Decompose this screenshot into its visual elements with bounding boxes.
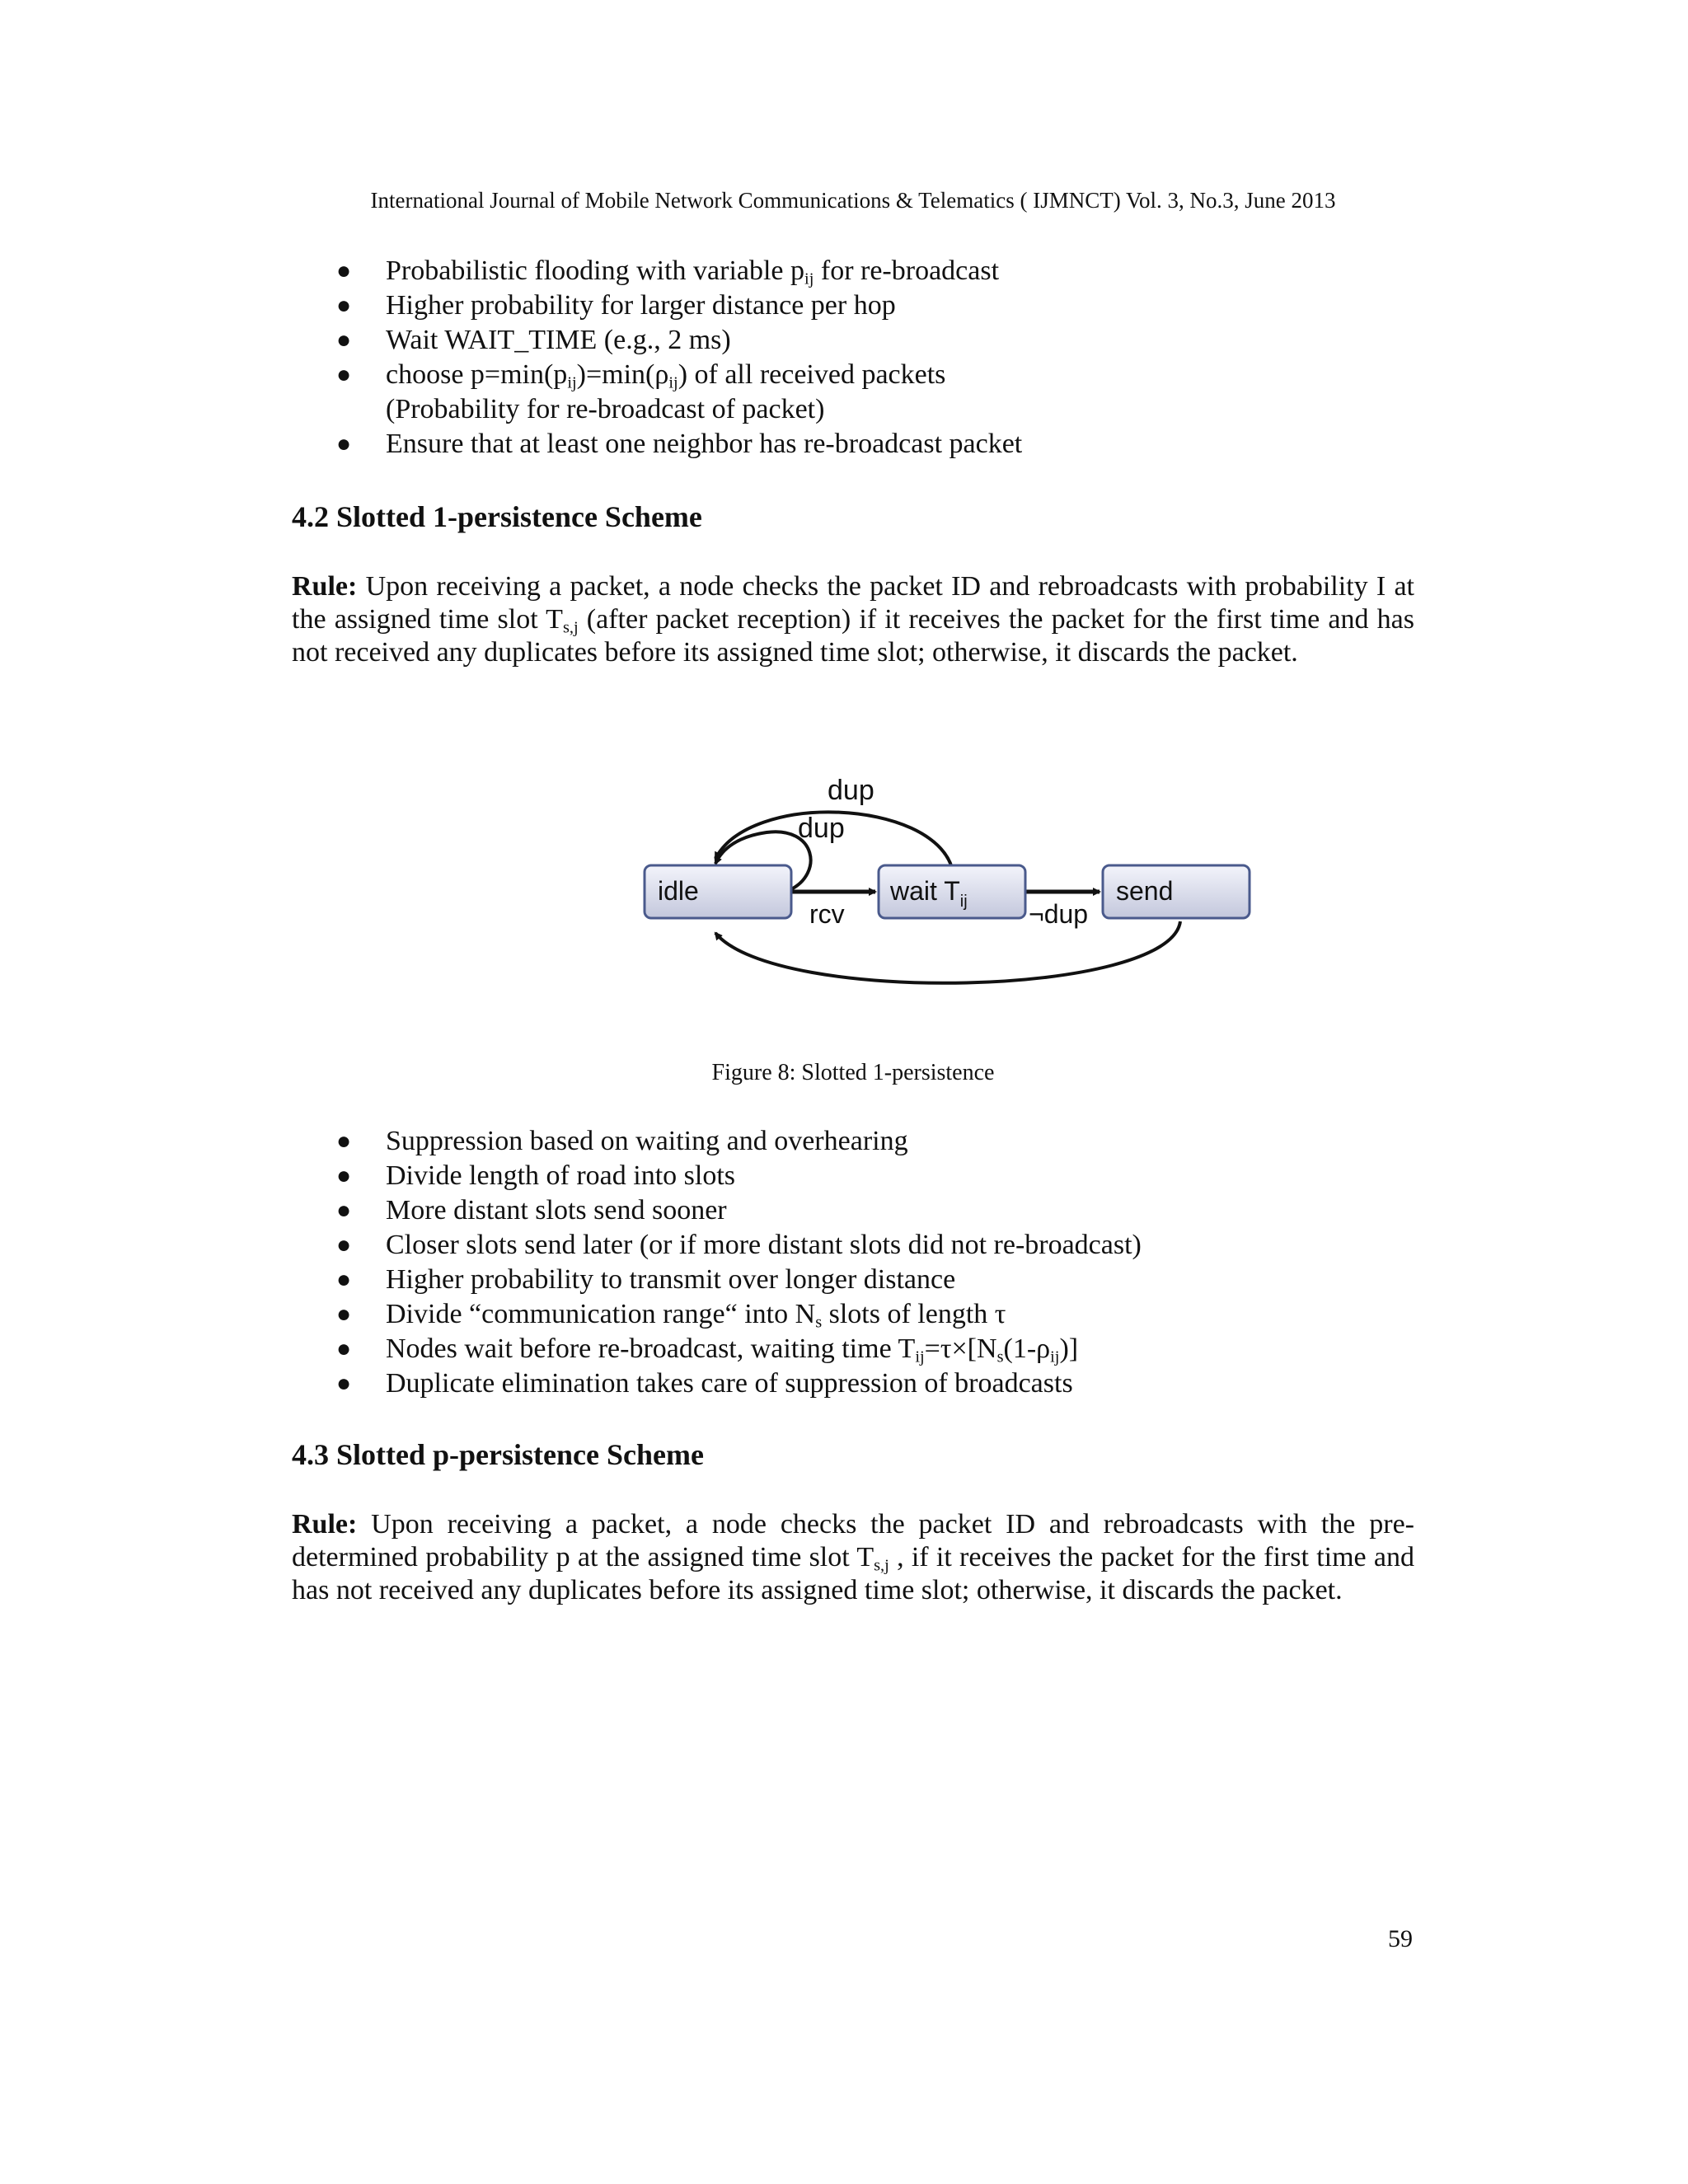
list-item: ● Divide length of road into slots bbox=[0, 1159, 1688, 1193]
state-send bbox=[1103, 865, 1250, 918]
state-idle-label: idle bbox=[658, 876, 699, 906]
page-number: 59 bbox=[1388, 1925, 1413, 1952]
figure-caption: Figure 8: Slotted 1-persistence bbox=[711, 1060, 995, 1085]
bullet-icon: ● bbox=[336, 361, 352, 388]
bullet-icon: ● bbox=[336, 1335, 352, 1362]
bullet-icon: ● bbox=[336, 292, 352, 319]
bullet-icon: ● bbox=[336, 257, 352, 284]
list-item: ● Divide “communication range“ into $N_s$ slots of length τ bbox=[336, 1299, 1006, 1332]
list-item: ● Wait WAIT_TIME (e.g., 2 ms) bbox=[0, 323, 1688, 358]
bullet-icon: ● bbox=[336, 1266, 352, 1293]
bullet-icon: ● bbox=[336, 1197, 352, 1224]
list-item: ● choose $p=\min(p_{ij})=\min(\rho_{ij})$ of all received packets (Probability for re-broadcast of packet) bbox=[0, 358, 1688, 427]
list-item: ● Higher probability for larger distance per hop bbox=[0, 288, 1688, 323]
list-item: ● More distant slots send sooner bbox=[0, 1193, 1688, 1228]
list-item: ● Duplicate elimination takes care of suppression of broadcasts bbox=[0, 1366, 1688, 1401]
top-bullet-list bbox=[0, 254, 1688, 462]
state-wait-label: wait $T_{ij}$ bbox=[890, 876, 968, 911]
label-not-dup: ¬dup bbox=[1029, 899, 1089, 929]
bullet-icon: ● bbox=[336, 1127, 352, 1155]
section-heading-4-3: 4.3 Slotted p-persistence Scheme bbox=[292, 1438, 704, 1471]
rule-paragraph-4-2: Rule: Upon receiving a packet, a node checks the packet ID and rebroadcasts with probability I at the assigned time slot $T_{s,j}$ (after packet reception) if it receives the packet for the first time and has not received any duplicates before its assigned time slot; otherwise, it discards the packet. bbox=[292, 571, 1414, 668]
list-item: ● Suppression based on waiting and overhearing bbox=[0, 1124, 1688, 1159]
transition-send-to-idle bbox=[715, 921, 1180, 983]
list-item-continuation: (Probability for re-broadcast of packet) bbox=[386, 394, 825, 424]
list-item: ● Higher probability to transmit over longer distance bbox=[0, 1263, 1688, 1297]
label-rcv: rcv bbox=[809, 899, 845, 929]
rule-paragraph-4-3: Rule: Upon receiving a packet, a node checks the packet ID and rebroadcasts with the pre-determined probability p at the assigned time slot $T_{s,j}$ , if it receives the packet for the first time and has not received any duplicates before its assigned time slot; otherwise, it discards the packet. bbox=[292, 1509, 1414, 1605]
list-item: ● Ensure that at least one neighbor has re-broadcast packet bbox=[0, 427, 1688, 462]
bullet-icon: ● bbox=[336, 1231, 352, 1258]
list-item: ● Nodes wait before re-broadcast, waiting time $T_{ij}=\tau\times[N_s(1-\rho_{ij})]$ bbox=[336, 1333, 1079, 1366]
bullet-icon: ● bbox=[336, 1301, 352, 1328]
bullet-icon: ● bbox=[336, 430, 352, 457]
state-idle bbox=[645, 865, 791, 918]
bullet-icon: ● bbox=[336, 1370, 352, 1397]
state-diagram-figure bbox=[626, 758, 1269, 1005]
state-wait bbox=[879, 865, 1025, 918]
list-item: ● Closer slots send later (or if more distant slots did not re-broadcast) bbox=[0, 1228, 1688, 1263]
mid-bullet-list bbox=[0, 1124, 1688, 1401]
label-dup-outer: dup bbox=[828, 775, 874, 806]
section-heading-4-2: 4.2 Slotted 1-persistence Scheme bbox=[292, 500, 702, 533]
bullet-icon: ● bbox=[336, 326, 352, 354]
list-item: ● Probabilistic flooding with variable $p_{ij}$ for re-broadcast bbox=[336, 255, 1000, 288]
state-send-label: send bbox=[1116, 876, 1174, 906]
label-dup-inner: dup bbox=[798, 813, 845, 844]
bullet-icon: ● bbox=[336, 1162, 352, 1189]
running-header: International Journal of Mobile Network Communications & Telematics ( IJMNCT) Vol. 3, No.3, June 2013 bbox=[370, 188, 1336, 213]
